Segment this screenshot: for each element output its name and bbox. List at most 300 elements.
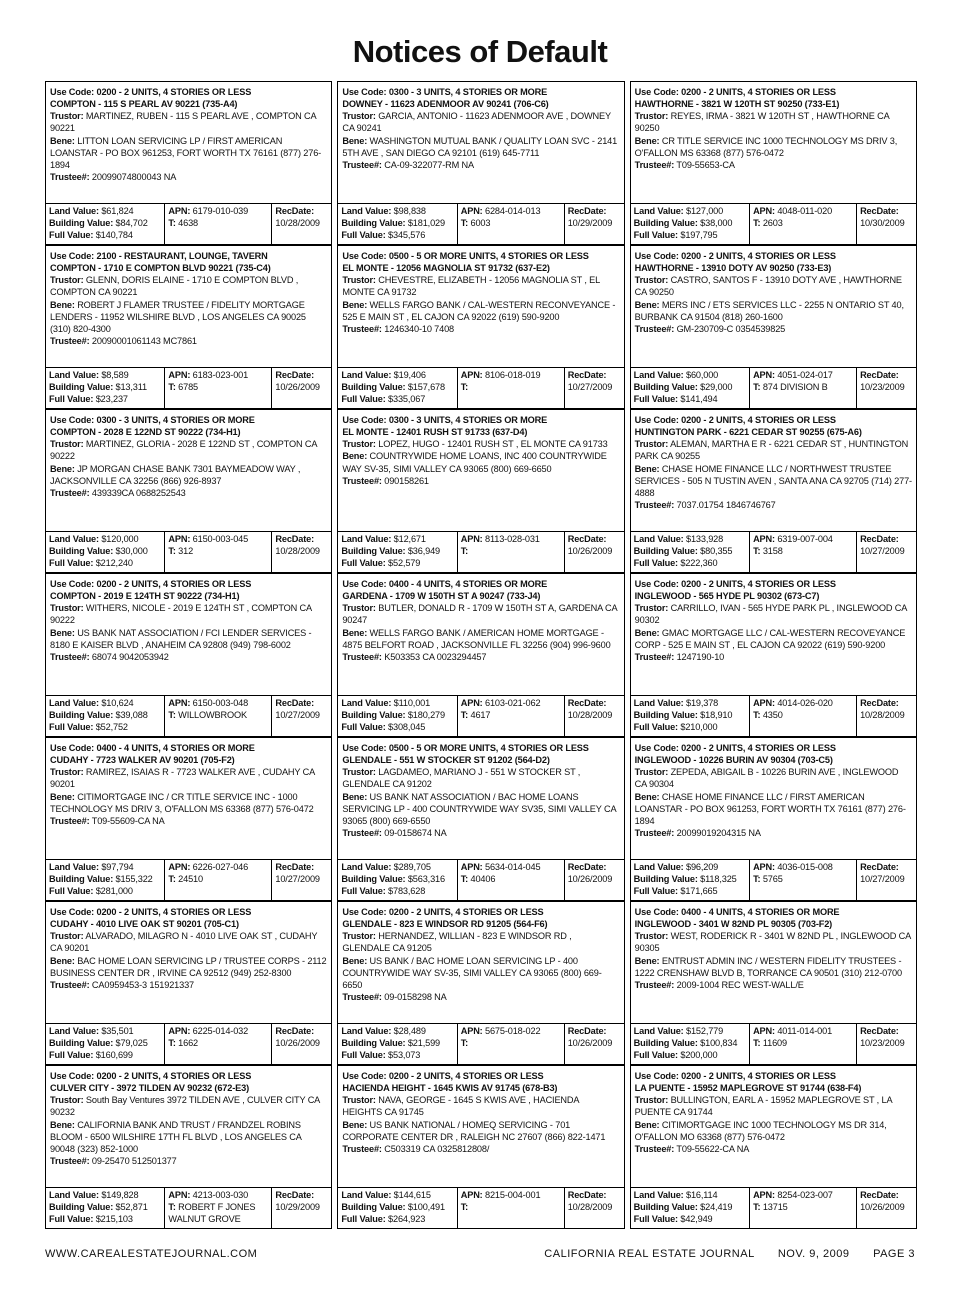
value-table xyxy=(337,531,624,573)
apn-label: APN: xyxy=(168,862,191,872)
notice-column xyxy=(337,81,624,1229)
property-address: INGLEWOOD - 3401 W 82ND PL 90305 (703-F2) xyxy=(634,919,833,930)
full-value-line xyxy=(49,558,161,570)
notice-body xyxy=(630,737,917,859)
full-value-label: Full Value: xyxy=(633,229,678,240)
full-value: $335,067 xyxy=(388,393,426,404)
full-value-line xyxy=(634,886,746,898)
tract-line xyxy=(461,874,561,886)
apn-label: APN: xyxy=(168,370,191,380)
trustee-number-line xyxy=(635,499,912,511)
tract-value: 874 DIVISION B xyxy=(762,381,828,392)
apn-cell xyxy=(457,532,564,572)
apn-cell xyxy=(749,696,856,736)
use-code: Use Code: 0200 - 2 UNITS, 4 STORIES OR LESS xyxy=(634,251,836,261)
recdate-cell xyxy=(271,860,331,900)
tract-value: 4638 xyxy=(178,217,199,228)
full-value: $23,237 xyxy=(95,393,128,404)
notice-card xyxy=(630,737,917,901)
trustee-number-value: 20099019204315 NA xyxy=(676,827,761,838)
values-cell xyxy=(631,860,749,900)
land-value-label: Land Value: xyxy=(49,862,99,872)
land-value-label: Land Value: xyxy=(633,534,684,544)
beneficiary-line xyxy=(342,299,619,323)
trustor-line xyxy=(50,438,327,462)
tract-line xyxy=(461,1202,561,1214)
tract-label: T: xyxy=(753,1037,761,1048)
recdate-label-line xyxy=(860,534,913,546)
trustor-line xyxy=(635,1094,912,1118)
beneficiary-line xyxy=(50,463,327,487)
tract-line xyxy=(168,382,268,394)
tract-label: T: xyxy=(168,709,176,720)
value-table xyxy=(630,1023,917,1065)
full-value-label: Full Value: xyxy=(633,721,678,732)
land-value-label: Land Value: xyxy=(49,1026,99,1036)
apn-cell xyxy=(164,696,271,736)
trustee-number-value: 68074 9042053942 xyxy=(91,651,169,662)
building-value-line xyxy=(341,218,453,230)
apn-value: 6179-010-039 xyxy=(192,206,249,216)
building-value-line xyxy=(49,1202,161,1214)
recdate-cell xyxy=(271,368,331,408)
land-value-line xyxy=(634,206,746,218)
tract-value: 1662 xyxy=(178,1037,199,1048)
building-value-line xyxy=(49,874,161,886)
tract-line xyxy=(461,218,561,230)
tract-label: T: xyxy=(168,1037,176,1048)
trustee-number-value: 20090001061143 MC7861 xyxy=(91,335,197,346)
tract-line xyxy=(753,1202,853,1214)
recdate-label: RecDate: xyxy=(860,206,899,216)
full-value-line xyxy=(341,230,453,242)
land-value: $289,705 xyxy=(393,862,431,872)
notice-body xyxy=(630,81,917,203)
beneficiary-label: Bene: xyxy=(634,791,660,802)
building-value: $80,355 xyxy=(700,545,733,556)
full-value-line xyxy=(49,886,161,898)
building-value-line xyxy=(341,710,453,722)
apn-value: 6319-007-004 xyxy=(777,534,833,544)
trustor-line xyxy=(635,766,912,790)
recdate-label-line xyxy=(568,1026,621,1038)
beneficiary-label: Bene: xyxy=(342,135,368,146)
notice-card xyxy=(337,573,624,737)
land-value-label: Land Value: xyxy=(49,1190,99,1200)
value-table xyxy=(630,695,917,737)
value-table xyxy=(630,367,917,409)
trustee-number-label: Trustee#: xyxy=(634,979,675,990)
footer-site-link[interactable]: WWW.CAREALESTATEJOURNAL.COM xyxy=(45,1248,258,1260)
trustee-number-value: T09-55622-CA NA xyxy=(676,1143,750,1154)
recdate-value: 10/27/2009 xyxy=(860,873,905,884)
full-value-line xyxy=(634,722,746,734)
apn-line xyxy=(753,1190,853,1202)
land-value: $10,624 xyxy=(101,698,134,708)
recdate-label-line xyxy=(568,206,621,218)
property-address: CUDAHY - 4010 LIVE OAK ST 90201 (705-C1) xyxy=(50,919,239,930)
recdate-value: 10/26/2009 xyxy=(275,381,320,392)
trustor-label: Trustor: xyxy=(342,111,376,122)
apn-value: 8254-023-007 xyxy=(777,1190,833,1200)
land-value: $152,779 xyxy=(685,1026,724,1036)
values-cell xyxy=(46,696,164,736)
beneficiary-value: US BANK NAT ASSOCIATION / BAC HOME LOANS SERVICING LP - 400 COUNTRYWIDE WAY SV35, SIMI VALLEY CA 93065 (800) 669-6550 xyxy=(342,791,616,826)
tract-label: T: xyxy=(753,873,761,884)
trustor-value: South Bay Ventures 3972 TILDEN AVE , CULVER CITY CA 90232 xyxy=(50,1095,320,1118)
building-value-line xyxy=(341,1038,453,1050)
recdate-value: 10/30/2009 xyxy=(860,217,905,228)
full-value: $53,073 xyxy=(388,1049,421,1060)
full-value-label: Full Value: xyxy=(341,557,386,568)
footer-info xyxy=(524,1248,915,1260)
full-value-line xyxy=(341,886,453,898)
values-cell xyxy=(46,368,164,408)
notice-body xyxy=(630,245,917,367)
trustor-value: ALVARADO, MILAGRO N - 4010 LIVE OAK ST , CUDAHY CA 90201 xyxy=(50,931,318,954)
building-value: $18,910 xyxy=(700,709,733,720)
full-value-line xyxy=(634,1050,746,1062)
building-value: $155,322 xyxy=(115,873,153,884)
notice-card xyxy=(45,409,332,573)
recdate-label: RecDate: xyxy=(275,370,315,380)
beneficiary-line xyxy=(635,299,912,323)
apn-value: 5634-014-045 xyxy=(485,862,541,872)
apn-cell xyxy=(164,204,271,244)
building-value-label: Building Value: xyxy=(341,217,406,228)
trustor-label: Trustor: xyxy=(634,1095,669,1106)
apn-label: APN: xyxy=(753,1190,775,1200)
trustor-value: LOPEZ, HUGO - 12401 RUSH ST , EL MONTE CA 91733 xyxy=(378,439,608,450)
property-address: HAWTHORNE - 13910 DOTY AV 90250 (733-E3) xyxy=(634,263,832,274)
full-value: $215,103 xyxy=(95,1213,133,1224)
values-cell xyxy=(338,1024,456,1064)
tract-value: 4617 xyxy=(470,709,491,720)
notice-card xyxy=(337,1065,624,1229)
full-value: $210,000 xyxy=(680,721,718,732)
tract-label: T: xyxy=(460,873,469,884)
apn-line xyxy=(168,1026,268,1038)
use-code: Use Code: 0200 - 2 UNITS, 4 STORIES OR LESS xyxy=(342,907,544,917)
trustor-label: Trustor: xyxy=(342,931,376,942)
tract-value: 4350 xyxy=(762,709,783,720)
beneficiary-label: Bene: xyxy=(634,955,660,966)
trustor-value: CARRILLO, IVAN - 565 HYDE PARK PL , INGLEWOOD CA 90302 xyxy=(634,603,907,626)
trustee-number-value: 090158261 xyxy=(384,475,429,486)
notice-card xyxy=(630,81,917,245)
value-table xyxy=(45,531,332,573)
trustor-value: BULLINGTON, EARL A - 15952 MAPLEGROVE ST , LA PUENTE CA 91744 xyxy=(634,1095,892,1118)
recdate-label: RecDate: xyxy=(567,862,607,872)
tract-line xyxy=(168,1202,268,1226)
beneficiary-value: US BANK / BAC HOME LOAN SERVICING LP - 400 COUNTRYWIDE WAY SV-35, SIMI VALLEY CA 93065 (800) 669-6650 xyxy=(342,955,602,990)
beneficiary-label: Bene: xyxy=(50,299,75,310)
apn-value: 8106-018-019 xyxy=(485,370,541,380)
apn-line xyxy=(753,698,853,710)
trustor-value: HERNANDEZ, WILLIAN - 823 E WINDSOR RD , GLENDALE CA 91205 xyxy=(342,931,572,954)
building-value-line xyxy=(634,1038,746,1050)
building-value-label: Building Value: xyxy=(633,381,698,392)
full-value-line xyxy=(49,1050,161,1062)
full-value-line xyxy=(341,1050,453,1062)
recdate-value: 10/26/2009 xyxy=(567,1037,613,1048)
apn-label: APN: xyxy=(460,1190,483,1200)
trustor-line xyxy=(50,1094,327,1118)
recdate-label: RecDate: xyxy=(860,1026,899,1036)
apn-line xyxy=(461,862,561,874)
beneficiary-line xyxy=(50,1119,327,1155)
values-cell xyxy=(338,532,456,572)
notice-column xyxy=(630,81,917,1229)
trustor-value: GLENN, DORIS ELAINE - 1710 E COMPTON BLVD , COMPTON CA 90221 xyxy=(50,275,299,298)
apn-label: APN: xyxy=(168,534,191,544)
beneficiary-line xyxy=(50,955,327,979)
beneficiary-value: CHASE HOME FINANCE LLC / NORTHWEST TRUSTEE SERVICES - 505 N TUSTIN AVEN , SANTA ANA CA 92705 (714) 277-4888 xyxy=(634,463,912,498)
tract-line xyxy=(168,710,268,722)
tract-value: 312 xyxy=(178,545,194,556)
trustor-line xyxy=(342,438,619,450)
recdate-value: 10/27/2009 xyxy=(275,873,320,884)
notice-body xyxy=(45,901,332,1023)
tract-line xyxy=(753,546,853,558)
value-table xyxy=(337,859,624,901)
value-table xyxy=(630,531,917,573)
apn-label: APN: xyxy=(168,1026,191,1036)
recdate-label: RecDate: xyxy=(275,862,315,872)
recdate-cell xyxy=(564,204,624,244)
trustee-number-label: Trustee#: xyxy=(342,159,382,170)
apn-label: APN: xyxy=(753,370,775,380)
trustee-number-label: Trustee#: xyxy=(342,323,382,334)
full-value-label: Full Value: xyxy=(633,557,678,568)
land-value: $61,824 xyxy=(101,206,134,216)
land-value: $98,838 xyxy=(393,206,426,216)
value-table xyxy=(337,203,624,245)
full-value: $160,699 xyxy=(95,1049,133,1060)
property-address: DOWNEY - 11623 ADENMOOR AV 90241 (706-C6) xyxy=(342,99,549,110)
recdate-value: 10/28/2009 xyxy=(275,217,320,228)
building-value-line xyxy=(341,546,453,558)
tract-label: T: xyxy=(753,381,761,392)
land-value-label: Land Value: xyxy=(633,698,684,708)
building-value-line xyxy=(341,1202,453,1214)
apn-line xyxy=(168,370,268,382)
recdate-value: 10/26/2009 xyxy=(275,1037,320,1048)
trustee-number-label: Trustee#: xyxy=(342,1143,382,1154)
apn-line xyxy=(461,1190,561,1202)
full-value: $141,494 xyxy=(680,393,718,404)
apn-label: APN: xyxy=(753,206,775,216)
trustee-number-value: 09-0158298 NA xyxy=(384,991,447,1002)
trustor-label: Trustor: xyxy=(634,603,669,614)
full-value-label: Full Value: xyxy=(341,721,386,732)
tract-label: T: xyxy=(753,545,761,556)
notice-card xyxy=(630,409,917,573)
building-value-label: Building Value: xyxy=(49,873,114,884)
tract-label: T: xyxy=(460,217,469,228)
use-code: Use Code: 0400 - 4 UNITS, 4 STORIES OR MORE xyxy=(50,743,255,753)
land-value-line xyxy=(49,370,161,382)
apn-value: 4014-026-020 xyxy=(777,698,833,708)
values-cell xyxy=(46,1188,164,1228)
apn-cell xyxy=(749,368,856,408)
property-address: HUNTINGTON PARK - 6221 CEDAR ST 90255 (675-A6) xyxy=(634,427,862,438)
trustee-number-label: Trustee#: xyxy=(634,1143,675,1154)
apn-label: APN: xyxy=(753,698,775,708)
building-value-line xyxy=(49,218,161,230)
apn-label: APN: xyxy=(753,534,775,544)
land-value-label: Land Value: xyxy=(49,206,99,216)
apn-label: APN: xyxy=(460,206,483,216)
recdate-label: RecDate: xyxy=(567,1190,607,1200)
recdate-label: RecDate: xyxy=(860,862,899,872)
land-value-label: Land Value: xyxy=(633,206,684,216)
trustor-label: Trustor: xyxy=(50,275,84,286)
beneficiary-value: COUNTRYWIDE HOME LOANS, INC 400 COUNTRYWIDE WAY SV-35, SIMI VALLEY CA 93065 (800) 669-6650 xyxy=(342,451,607,474)
full-value: $222,360 xyxy=(680,557,718,568)
beneficiary-value: CITIMORTGAGE INC / CR TITLE SERVICE INC - 1000 TECHNOLOGY MS DRIV 3, O'FALLON MS 63368 (877) 576-0472 xyxy=(50,791,314,814)
apn-line xyxy=(168,698,268,710)
footer-page: PAGE 3 xyxy=(873,1248,915,1260)
notice-card xyxy=(45,573,332,737)
use-code: Use Code: 0200 - 2 UNITS, 4 STORIES OR LESS xyxy=(634,743,836,753)
values-cell xyxy=(631,696,749,736)
land-value-label: Land Value: xyxy=(341,206,392,216)
trustor-label: Trustor: xyxy=(634,111,669,122)
recdate-value: 10/23/2009 xyxy=(860,381,905,392)
apn-value: 6225-014-032 xyxy=(192,1026,249,1036)
apn-line xyxy=(168,1190,268,1202)
trustor-line xyxy=(50,766,327,790)
recdate-label: RecDate: xyxy=(567,534,607,544)
full-value-label: Full Value: xyxy=(49,1213,94,1224)
value-table xyxy=(337,1023,624,1065)
use-code: Use Code: 2100 - RESTAURANT, LOUNGE, TAVERN xyxy=(50,251,268,261)
use-code: Use Code: 0400 - 4 UNITS, 4 STORIES OR MORE xyxy=(634,907,840,917)
building-value-label: Building Value: xyxy=(49,545,114,556)
tract-value: 24510 xyxy=(178,873,203,884)
recdate-label-line xyxy=(568,1190,621,1202)
values-cell xyxy=(631,1188,749,1228)
trustee-number-label: Trustee#: xyxy=(50,171,90,182)
full-value: $197,795 xyxy=(680,229,718,240)
values-cell xyxy=(338,696,456,736)
full-value-line xyxy=(341,558,453,570)
beneficiary-value: US BANK NAT ASSOCIATION / FCI LENDER SERVICES - 8180 E KAISER BLVD , ANAHEIM CA 92808 (949) 798-6002 xyxy=(50,627,312,650)
trustor-line xyxy=(342,1094,619,1118)
notice-body xyxy=(45,409,332,531)
recdate-cell xyxy=(271,204,331,244)
beneficiary-label: Bene: xyxy=(342,627,368,638)
property-address: GARDENA - 1709 W 150TH ST A 90247 (733-J4) xyxy=(342,591,541,602)
apn-cell xyxy=(749,860,856,900)
building-value-label: Building Value: xyxy=(633,217,698,228)
beneficiary-line xyxy=(342,791,619,827)
apn-value: 4213-003-030 xyxy=(192,1190,249,1200)
tract-line xyxy=(168,546,268,558)
trustor-label: Trustor: xyxy=(342,603,376,614)
land-value: $120,000 xyxy=(101,534,139,544)
building-value-label: Building Value: xyxy=(341,545,406,556)
use-code: Use Code: 0300 - 3 UNITS, 4 STORIES OR MORE xyxy=(342,415,548,425)
notice-card xyxy=(630,245,917,409)
land-value-label: Land Value: xyxy=(633,1190,684,1200)
tract-label: T: xyxy=(460,1201,469,1212)
trustor-value: CASTRO, SANTOS F - 13910 DOTY AVE , HAWTHORNE CA 90250 xyxy=(634,275,902,298)
use-code: Use Code: 0500 - 5 OR MORE UNITS, 4 STORIES OR LESS xyxy=(342,251,589,261)
tract-line xyxy=(461,1038,561,1050)
recdate-label-line xyxy=(860,1190,913,1202)
value-table xyxy=(45,367,332,409)
apn-value: 5675-018-022 xyxy=(485,1026,541,1036)
beneficiary-value: ROBERT J FLAMER TRUSTEE / FIDELITY MORTGAGE LENDERS - 11952 WILSHIRE BLVD , LOS ANGELES CA 90025 (310) 820-4300 xyxy=(50,299,306,334)
apn-value: 4036-015-008 xyxy=(777,862,833,872)
apn-label: APN: xyxy=(460,370,483,380)
trustee-number-line xyxy=(635,979,912,991)
tract-label: T: xyxy=(753,1201,761,1212)
recdate-label-line xyxy=(275,206,328,218)
property-address: INGLEWOOD - 10226 BURIN AV 90304 (703-C5) xyxy=(634,755,833,766)
apn-cell xyxy=(164,532,271,572)
building-value-label: Building Value: xyxy=(341,709,406,720)
recdate-label-line xyxy=(568,862,621,874)
beneficiary-label: Bene: xyxy=(50,627,75,638)
trustee-number-label: Trustee#: xyxy=(634,159,675,170)
values-cell xyxy=(46,204,164,244)
apn-line xyxy=(461,370,561,382)
full-value-label: Full Value: xyxy=(341,393,386,404)
apn-cell xyxy=(164,1024,271,1064)
apn-line xyxy=(753,370,853,382)
land-value: $144,615 xyxy=(393,1190,431,1200)
beneficiary-label: Bene: xyxy=(342,791,368,802)
apn-cell xyxy=(457,1188,564,1228)
apn-label: APN: xyxy=(168,698,191,708)
trustor-value: GARCIA, ANTONIO - 11623 ADENMOOR AVE , DOWNEY CA 90241 xyxy=(342,111,611,134)
land-value-line xyxy=(634,370,746,382)
recdate-label: RecDate: xyxy=(275,698,315,708)
beneficiary-value: MERS INC / ETS SERVICES LLC - 2255 N ONTARIO ST 40, BURBANK CA 91504 (818) 260-1600 xyxy=(634,299,904,322)
apn-cell xyxy=(749,204,856,244)
recdate-value: 10/27/2009 xyxy=(860,545,905,556)
land-value-line xyxy=(341,1026,453,1038)
tract-value: ROBERT F JONES WALNUT GROVE xyxy=(168,1201,256,1224)
beneficiary-value: CITIMORTGAGE INC 1000 TECHNOLOGY MS DR 314, O'FALLON MO 63368 (877) 576-0472 xyxy=(634,1119,887,1142)
building-value-label: Building Value: xyxy=(341,381,406,392)
tract-line xyxy=(461,710,561,722)
notice-body xyxy=(337,409,624,531)
land-value-line xyxy=(634,1026,746,1038)
recdate-cell xyxy=(564,1188,624,1228)
trustee-number-line xyxy=(342,651,619,663)
trustee-number-value: 1246340-10 7408 xyxy=(384,323,455,334)
land-value: $149,828 xyxy=(101,1190,139,1200)
beneficiary-value: CR TITLE SERVICE INC 1000 TECHNOLOGY MS DRIV 3, O'FALLON MS 63368 (877) 576-0472 xyxy=(634,135,898,158)
value-table xyxy=(337,695,624,737)
recdate-cell xyxy=(564,860,624,900)
building-value-line xyxy=(634,710,746,722)
recdate-cell xyxy=(271,696,331,736)
trustor-label: Trustor: xyxy=(50,111,84,122)
notice-card xyxy=(337,901,624,1065)
value-table xyxy=(45,1187,332,1229)
beneficiary-line xyxy=(635,791,912,827)
beneficiary-line xyxy=(342,627,619,651)
use-code: Use Code: 0200 - 2 UNITS, 4 STORIES OR LESS xyxy=(50,1071,252,1081)
apn-value: 6103-021-062 xyxy=(485,698,541,708)
land-value: $96,209 xyxy=(685,862,719,872)
full-value-label: Full Value: xyxy=(341,1049,386,1060)
